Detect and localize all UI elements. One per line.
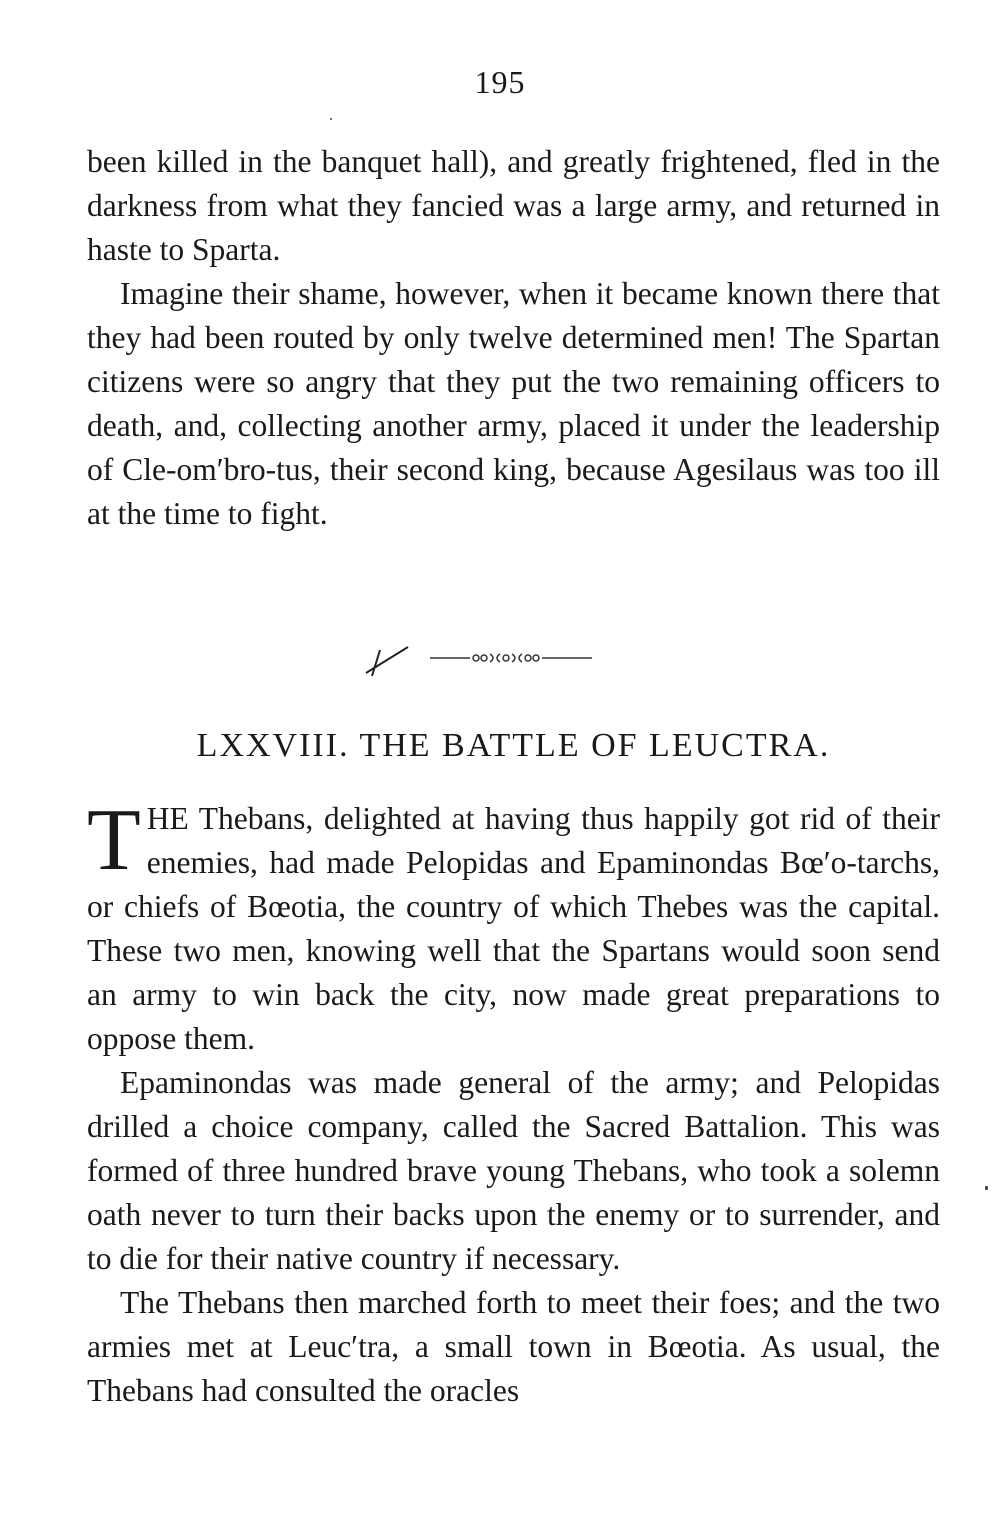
paragraph: The Thebans then marched forth to meet their foes; and the two armies met at Leuc′tra, a small town in Bœotia. As usual, the Thebans had consulted the oracles (87, 1285, 940, 1408)
drop-cap: T (87, 792, 141, 889)
paragraph-continuation: been killed in the banquet hall), and greatly frightened, fled in the darkness from what they fancied was a large army, and returned in haste to Sparta. (87, 144, 940, 267)
page-number: 195 (474, 64, 526, 100)
paragraph: Epaminondas was made general of the army; and Pelopidas drilled a choice company, called the Sacred Battalion. This was formed of three hundred brave young Thebans, who took a solemn oath never to turn their backs upon the enemy or to surrender, and to die for their native country if necessary. (87, 1065, 940, 1276)
margin-speck (330, 118, 332, 120)
text-block-top (87, 140, 940, 536)
pencil-mark-icon (366, 647, 408, 676)
chapter-first-paragraph (87, 792, 940, 1061)
chapter-heading: LXXVIII. THE BATTLE OF LEUCTRA. (196, 727, 831, 764)
paragraph: Imagine their shame, however, when it became known there that they had been routed by only twelve determined men! The Spartan citizens were so angry that they put the two remaining officers to death, and, collecting another army, placed it under the leadership of Cle-om′bro-tus, their second king, because Agesilaus was too ill at the time to fight. (87, 276, 940, 531)
section-divider-ornament (0, 630, 1000, 690)
text-block-chapter (87, 792, 940, 1413)
margin-speck (985, 1186, 988, 1190)
chapter-first-paragraph-text: HE Thebans, delighted at having thus happily got rid of their enemies, had made Pelopidas and Epaminondas Bœ′o-tarchs, or chiefs of Bœotia, the country of which Thebes was the capital. These two men, knowing well that the Spartans would soon send an army to win back the city, now made great preparations to oppose them. (87, 801, 940, 1056)
